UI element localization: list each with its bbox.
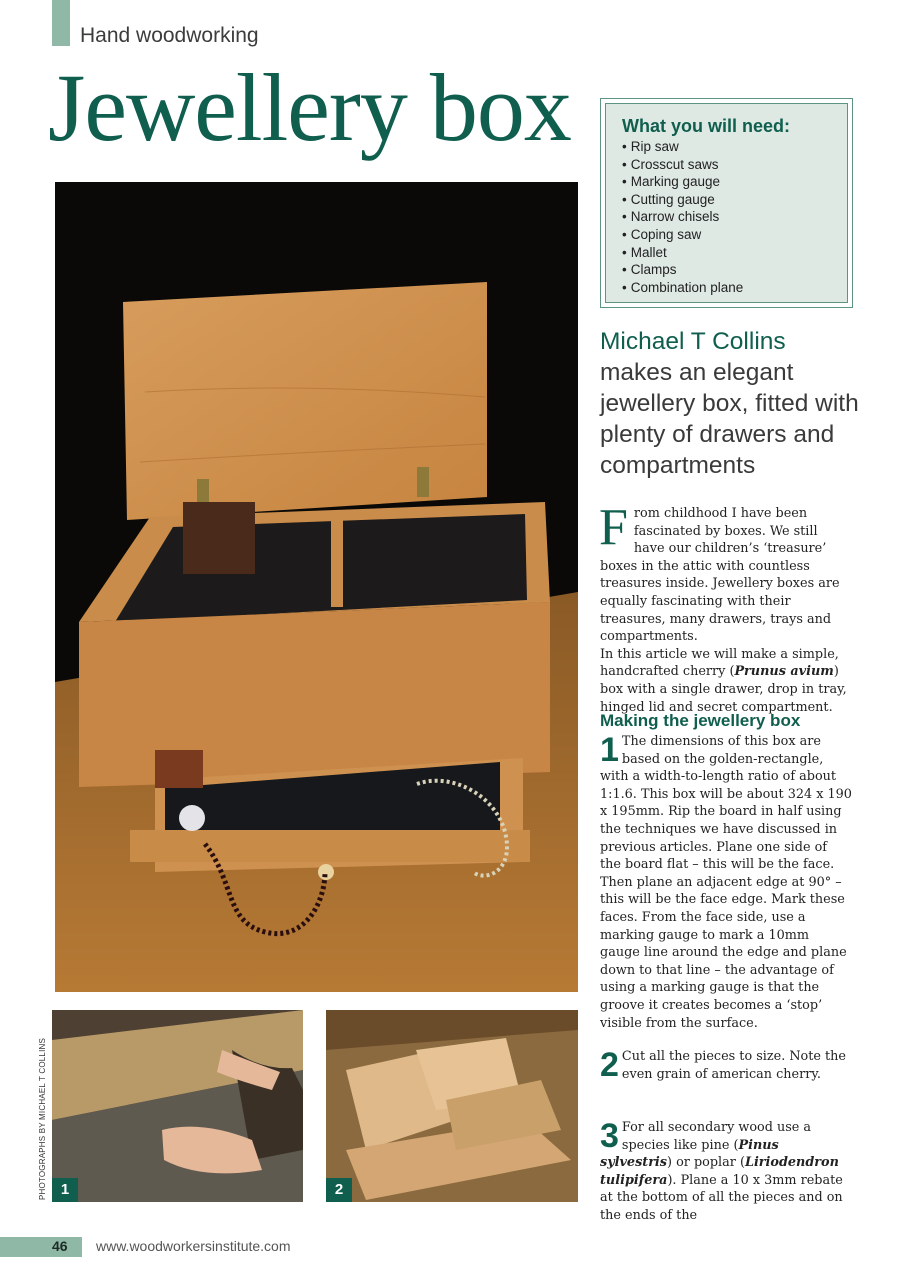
list-item: • Coping saw [622,226,847,244]
step-number: 1 [600,731,619,769]
author-name: Michael T Collins [600,328,786,355]
intro-text [599,499,852,716]
footer-url[interactable]: www.woodworkersinstitute.com [96,1238,291,1254]
step-text [600,1119,852,1225]
step-text: The dimensions of this box are based on the golden-rectangle, with a width-to-length ratio of about 1:1.6. This box will be about 324 x 190 x 195mm. Rip the board in half using the techniques we have discussed in previous articles. Plane one side of the board flat – this will be the face. Then plane an adjacent edge at 90° – this will be the face edge. Mark these faces. From the face side, use a marking gauge to mark a 10mm gauge line around the edge and plane down to that line – the advantage of using a marking gauge is that the groove it creates becomes a ‘stop’ visible from the surface. [600,734,852,1031]
intro-text-part: ) box with a single drawer, drop in tray, hinged lid and secret compartment. [600,664,847,715]
photo-badge-2: 2 [326,1178,352,1202]
species-name: Pinus sylvestris [600,1137,779,1171]
photo-credit: PHOTOGRAPHS BY MICHAEL T COLLINS [38,1037,47,1200]
intro-paragraph-1: rom childhood I have been fascinated by boxes. We still have our children’s ‘treasure’ boxes in the attic with countless treasures inside. Jewellery boxes are equally fascinating with their treasures, many drawers, trays and compartments. [600,506,840,645]
list-item: • Crosscut saws [622,156,847,174]
page-title: Jewellery box [48,54,571,161]
step-text-part: ). Plane a 10 x 3mm rebate at the bottom of all the pieces and on the ends of the [600,1172,843,1223]
list-item: • Marking gauge [622,173,847,191]
photo-badge-1: 1 [52,1178,78,1202]
jewellery-box-photo [55,182,578,992]
step-text: Cut all the pieces to size. Note the even grain of american cherry. [621,1049,846,1082]
author-standfirst [600,326,860,481]
photo-marking-board [52,1010,303,1202]
intro-paragraph-2 [600,646,852,716]
step-number: 2 [600,1046,619,1084]
list-item: • Narrow chisels [622,208,847,226]
step-text-part: For all secondary wood use a species like pine ( [621,1120,812,1153]
list-item: • Combination plane [622,279,847,297]
photo-cut-pieces [326,1010,578,1202]
what-you-need-title: What you will need: [622,116,791,136]
tools-list [622,138,847,296]
step-3 [600,1119,852,1225]
list-item: • Clamps [622,261,847,279]
author-tagline: makes an elegant jewellery box, fitted with plenty of drawers and compartments [600,359,859,479]
section-color-bar [52,0,70,46]
footer-color-bar [0,1237,82,1257]
step-number: 3 [600,1117,619,1155]
page-number: 46 [52,1238,68,1254]
species-name: Liriodendron tulipifera [600,1155,839,1188]
section-heading: Making the jewellery box [600,711,801,730]
step-text-part: ) or poplar ( [667,1155,745,1171]
drop-cap: F [599,499,628,556]
list-item: • Rip saw [622,138,847,156]
what-you-need-box [600,98,853,308]
step-1 [600,733,852,1032]
step-2 [600,1048,852,1083]
species-name: Prunus avium [734,664,834,680]
list-item: • Mallet [622,244,847,262]
section-label: Hand woodworking [80,24,259,47]
what-you-need-inner [605,103,848,303]
intro-text-part: In this article we will make a simple, handcrafted cherry ( [600,646,839,680]
list-item: • Cutting gauge [622,191,847,209]
